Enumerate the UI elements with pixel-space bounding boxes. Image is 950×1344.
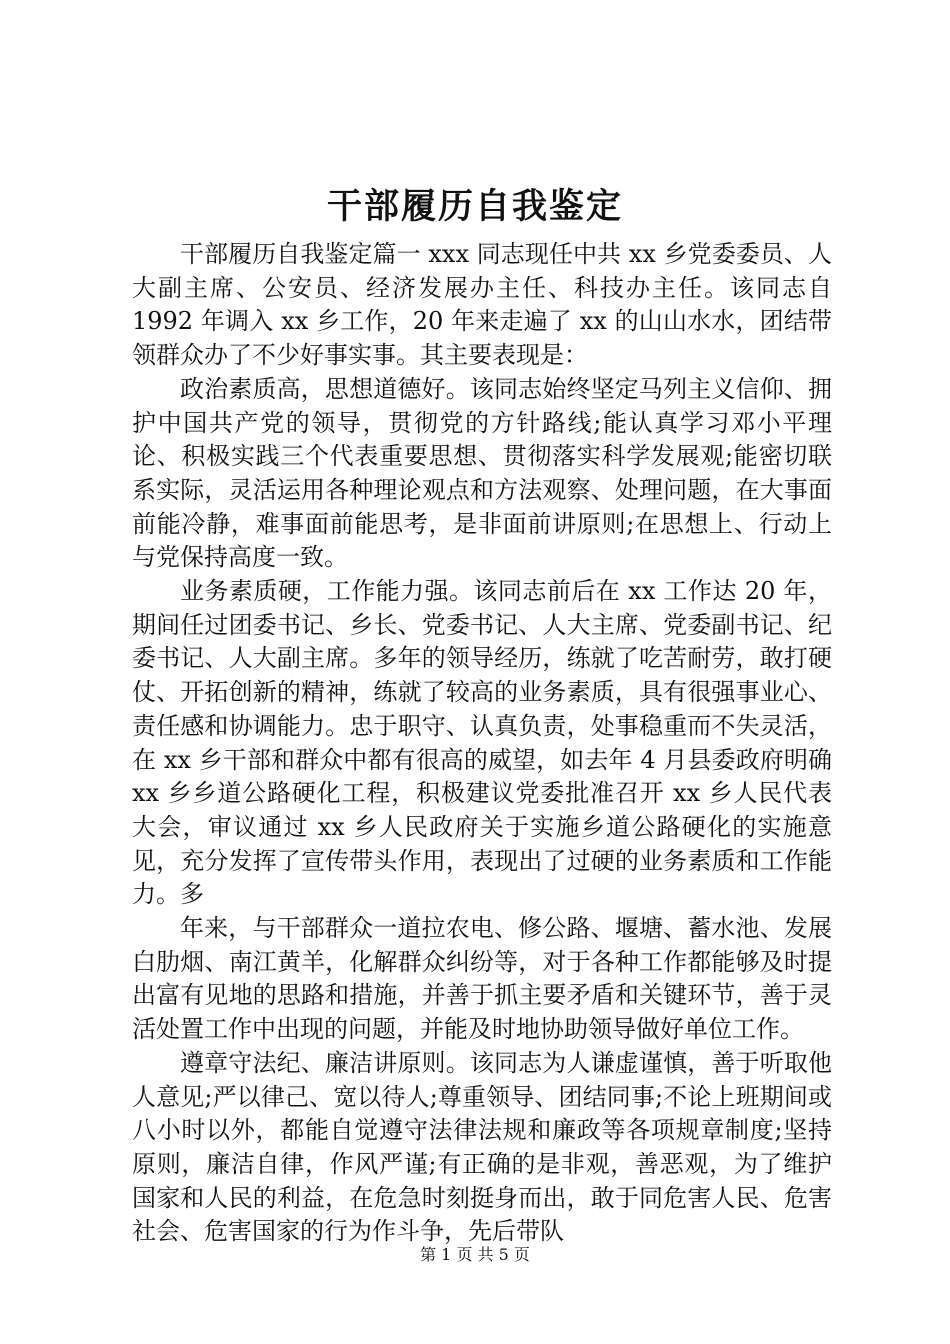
document-title: 干部履历自我鉴定 — [326, 186, 623, 227]
paragraph: 干部履历自我鉴定篇一 xxx 同志现任中共 xx 乡党委委员、人大副主席、公安员、经济发展办主任、科技办主任。该同志自 1992 年调入 xx 乡工作，20 年来走遍了 xx 的山山水水，团结带领群众办了不少好事实事。其主要表现是： — [132, 240, 832, 370]
document-body — [132, 238, 832, 1249]
paragraph: 遵章守法纪、廉洁讲原则。该同志为人谦虚谨慎，善于听取他人意见;严以律己、宽以待人;尊重领导、团结同事;不论上班期间或八小时以外，都能自觉遵守法律法规和廉政等各项规章制度;坚持原则，廉洁自律，作风严谨;有正确的是非观，善恶观，为了维护国家和人民的利益，在危急时刻挺身而出，敢于同危害人民、危害社会、危害国家的行为作斗争，先后带队 — [132, 1048, 832, 1246]
paragraph: 政治素质高，思想道德好。该同志始终坚定马列主义信仰、拥护中国共产党的领导，贯彻党的方针路线;能认真学习邓小平理论、积极实践三个代表重要思想、贯彻落实科学发展观;能密切联系实际，灵活运用各种理论观点和方法观察、处理问题，在大事面前能冷静，难事面前能思考，是非面前讲原则;在思想上、行动上与党保持高度一致。 — [132, 374, 832, 572]
paragraph: 年来，与干部群众一道拉农电、修公路、堰塘、蓄水池、发展白肋烟、南江黄羊，化解群众纠纷等，对于各种工作都能够及时提出富有见地的思路和措施，并善于抓主要矛盾和关键环节，善于灵活处置工作中出现的问题，并能及时地协助领导做好单位工作。 — [132, 914, 832, 1044]
paragraph: 业务素质硬，工作能力强。该同志前后在 xx 工作达 20 年，期间任过团委书记、乡长、党委书记、人大主席、党委副书记、纪委书记、人大副主席。多年的领导经历，练就了吃苦耐劳，敢打硬仗、开拓创新的精神，练就了较高的业务素质，具有很强事业心、责任感和协调能力。忠于职守、认真负责，处事稳重而不失灵活，在 xx 乡干部和群众中都有很高的威望，如去年 4 月县委政府明确 xx 乡乡道公路硬化工程，积极建议党委批准召开 xx 乡人民代表大会，审议通过 xx 乡人民政府关于实施乡道公路硬化的实施意见，充分发挥了宣传带头作用，表现出了过硬的业务素质和工作能力。多 — [132, 577, 832, 909]
page-number-footer: 第 1 页 共 5 页 — [420, 1245, 530, 1264]
